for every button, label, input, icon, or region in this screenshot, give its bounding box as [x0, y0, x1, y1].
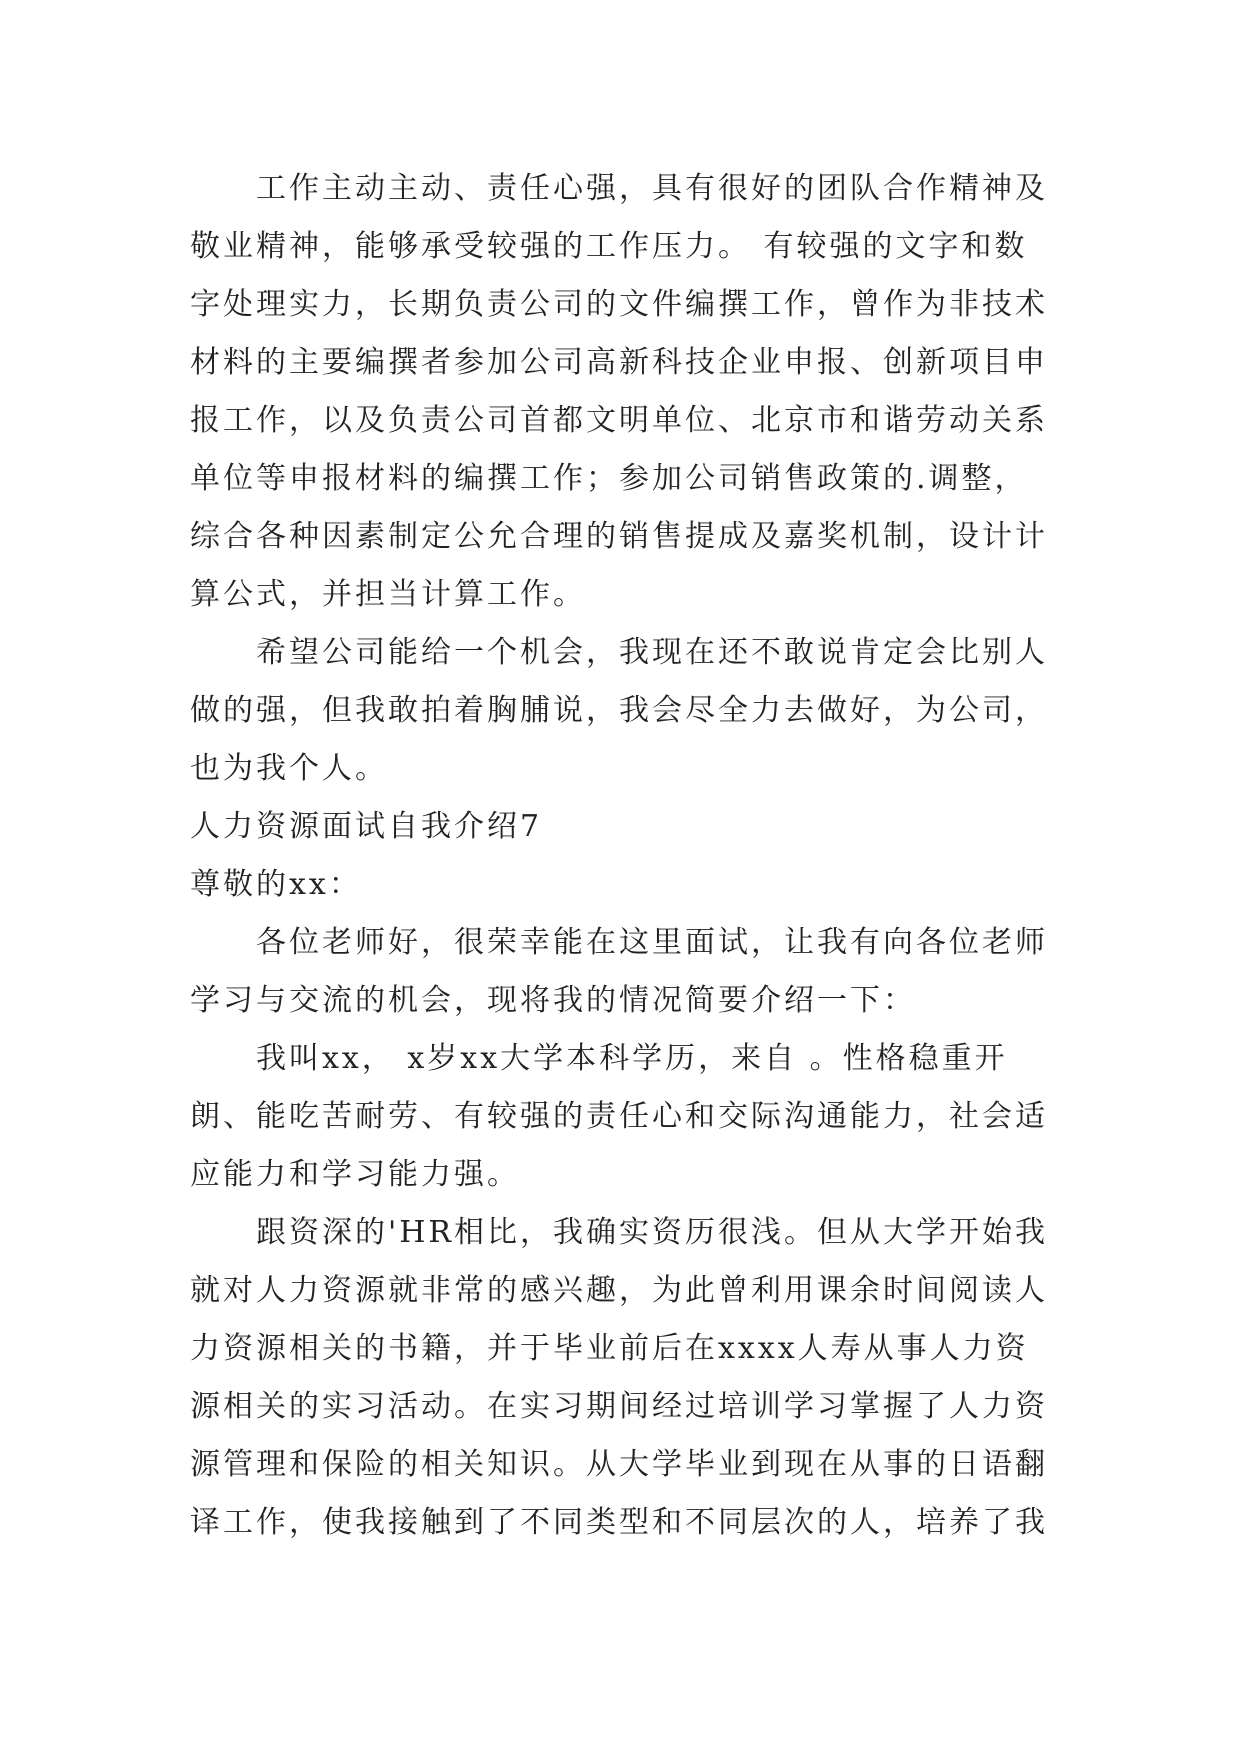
text-line: 报工作，以及负责公司首都文明单位、北京市和谐劳动关系: [190, 403, 1048, 438]
text-line: 希望公司能给一个机会，我现在还不敢说肯定会比别人: [256, 635, 1048, 670]
text-line: 朗、能吃苦耐劳、有较强的责任心和交际沟通能力，社会适: [190, 1099, 1048, 1134]
text-line: 应能力和学习能力强。: [190, 1157, 520, 1192]
text-line: 我叫xx， x岁xx大学本科学历，来自 。性格稳重开: [256, 1041, 1008, 1076]
section-heading: 人力资源面试自我介绍7: [190, 809, 543, 844]
paragraph-experience: [190, 1204, 1080, 1552]
text-line: 力资源相关的书籍，并于毕业前后在xxxx人寿从事人力资: [190, 1331, 1029, 1366]
text-line: 单位等申报材料的编撰工作；参加公司销售政策的.调整，: [190, 461, 1028, 496]
text-line: 源相关的实习活动。在实习期间经过培训学习掌握了人力资: [190, 1389, 1048, 1424]
text-line: 跟资深的'HR相比，我确实资历很浅。但从大学开始我: [256, 1215, 1048, 1250]
text-line: 工作主动主动、责任心强，具有很好的团队合作精神及: [256, 171, 1048, 206]
text-line: 综合各种因素制定公允合理的销售提成及嘉奖机制，设计计: [190, 519, 1048, 554]
text-line: 各位老师好，很荣幸能在这里面试，让我有向各位老师: [256, 925, 1048, 960]
text-line: 也为我个人。: [190, 751, 388, 786]
paragraph-hope: [190, 624, 1080, 798]
text-line: 源管理和保险的相关知识。从大学毕业到现在从事的日语翻: [190, 1447, 1048, 1482]
paragraph-self-intro: [190, 1030, 1080, 1204]
salutation: 尊敬的xx：: [190, 867, 362, 902]
text-line: 做的强，但我敢拍着胸脯说，我会尽全力去做好，为公司，: [190, 693, 1048, 728]
document-body: [190, 160, 1080, 1552]
text-line: 字处理实力，长期负责公司的文件编撰工作，曾作为非技术: [190, 287, 1048, 322]
text-line: 敬业精神，能够承受较强的工作压力。 有较强的文字和数: [190, 229, 1028, 264]
text-line: 学习与交流的机会，现将我的情况简要介绍一下：: [190, 983, 916, 1018]
paragraph-work-ability: [190, 160, 1080, 624]
text-line: 译工作，使我接触到了不同类型和不同层次的人，培养了我: [190, 1505, 1048, 1540]
text-line: 算公式，并担当计算工作。: [190, 577, 586, 612]
text-line: 材料的主要编撰者参加公司高新科技企业申报、创新项目申: [190, 345, 1048, 380]
text-line: 就对人力资源就非常的感兴趣，为此曾利用课余时间阅读人: [190, 1273, 1048, 1308]
paragraph-greeting: [190, 914, 1080, 1030]
